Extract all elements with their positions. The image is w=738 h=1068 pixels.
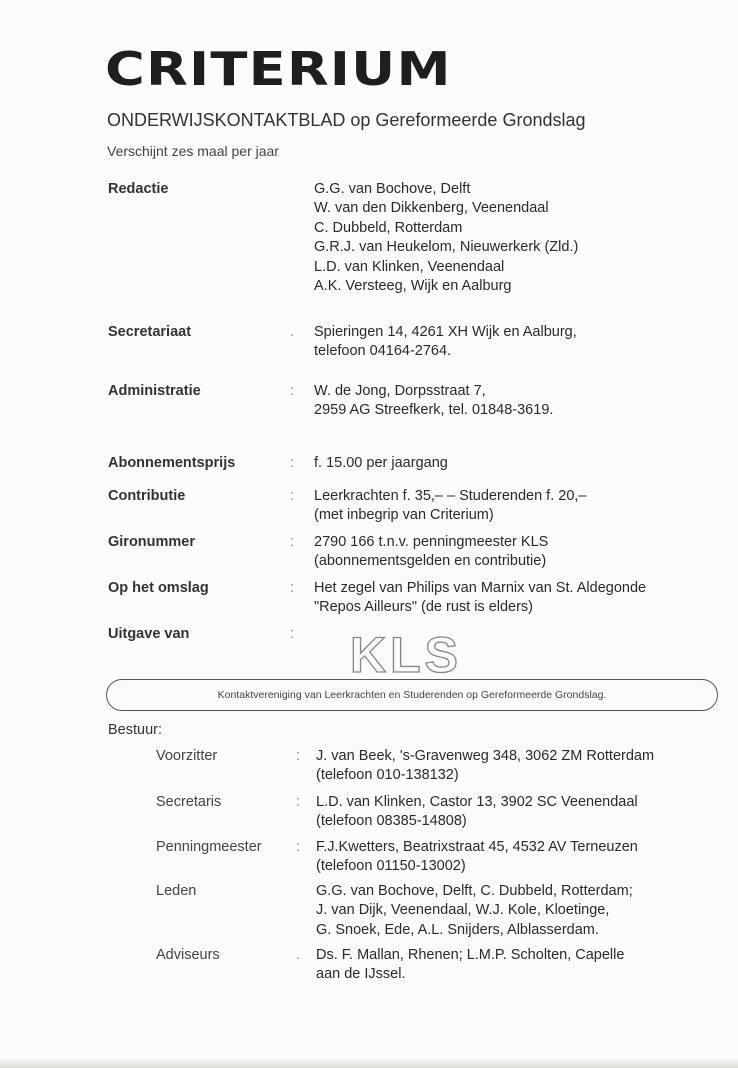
publication-frequency: Verschijnt zes maal per jaar (107, 143, 279, 159)
separator: : (290, 455, 295, 471)
separator: . (290, 324, 295, 340)
gironummer-value (314, 533, 728, 572)
address-line: L.D. van Klinken, Castor 13, 3902 SC Veenendaal (316, 794, 638, 810)
voorzitter-label: Voorzitter (156, 748, 218, 764)
redactie-member: G.R.J. van Heukelom, Nieuwerkerk (Zld.) (314, 239, 579, 256)
separator: . (296, 947, 301, 963)
separator: : (296, 794, 301, 810)
redactie-member: C. Dubbeld, Rotterdam (314, 219, 463, 236)
subtitle: ONDERWIJSKONTAKTBLAD op Gereformeerde Grondslag (107, 110, 586, 130)
omslag-line: "Repos Ailleurs" (de rust is elders) (314, 599, 534, 616)
omslag-value (314, 579, 728, 618)
phone-line: (telefoon 01150-13002) (316, 858, 466, 875)
separator: : (290, 534, 295, 550)
kls-logo-text: KLS (350, 628, 462, 680)
redactie-member: G.G. van Bochove, Delft (314, 181, 471, 197)
bestuur-heading: Bestuur: (108, 722, 162, 738)
secretaris-value (316, 793, 726, 832)
scan-edge (0, 1058, 738, 1068)
adviseur-line: Ds. F. Mallan, Rhenen; L.M.P. Scholten, Capelle (316, 947, 625, 963)
member-line: G.G. van Bochove, Delft, C. Dubbeld, Rotterdam; (316, 883, 633, 899)
address-line: 2959 AG Streefkerk, tel. 01848-3619. (314, 402, 554, 419)
administratie-address (314, 382, 728, 421)
contributie-value (314, 487, 728, 526)
gironummer-label: Gironummer (108, 534, 196, 550)
address-line: J. van Beek, 's-Gravenweg 348, 3062 ZM Rotterdam (316, 748, 655, 764)
redactie-members (314, 180, 728, 296)
giro-line: (abonnementsgelden en contributie) (314, 553, 547, 570)
adviseur-line: aan de IJssel. (316, 966, 406, 983)
phone-line: telefoon 04164-2764. (314, 343, 452, 360)
separator: : (290, 488, 295, 504)
phone-line: (telefoon 08385-14808) (316, 813, 467, 830)
separator: : (296, 839, 301, 855)
member-line: G. Snoek, Ede, A.L. Snijders, Alblasserdam. (316, 921, 599, 938)
separator: : (290, 383, 295, 399)
contributie-line: (met inbegrip van Criterium) (314, 507, 494, 524)
leden-value (316, 882, 726, 940)
contributie-label: Contributie (108, 488, 186, 504)
masthead-title: CRITERIUM (105, 42, 452, 96)
uitgave-label: Uitgave van (108, 626, 190, 642)
organization-name: Kontaktvereniging van Leerkrachten en Studerenden op Gereformeerde Grondslag. (217, 689, 607, 701)
contributie-line: Leerkrachten f. 35,– – Studerenden f. 20,– (314, 488, 587, 504)
administratie-label: Administratie (108, 383, 201, 399)
penningmeester-value (316, 838, 726, 877)
redactie-member: A.K. Versteeg, Wijk en Aalburg (314, 278, 512, 295)
redactie-member: L.D. van Klinken, Veenendaal (314, 258, 505, 275)
member-line: J. van Dijk, Veenendaal, W.J. Kole, Kloetinge, (316, 902, 610, 919)
organization-banner (106, 679, 718, 711)
secretaris-label: Secretaris (156, 794, 222, 810)
address-line: Spieringen 14, 4261 XH Wijk en Aalburg, (314, 324, 577, 340)
address-line: W. de Jong, Dorpsstraat 7, (314, 383, 486, 399)
secretariaat-address (314, 323, 728, 362)
kls-logo (348, 628, 478, 680)
price-line: f. 15.00 per jaargang (314, 455, 448, 471)
separator: : (290, 626, 295, 642)
voorzitter-value (316, 747, 726, 786)
separator: : (296, 748, 301, 764)
address-line: F.J.Kwetters, Beatrixstraat 45, 4532 AV Terneuzen (316, 839, 638, 855)
redactie-member: W. van den Dikkenberg, Veenendaal (314, 200, 549, 217)
abonnementsprijs-value (314, 454, 728, 473)
adviseurs-value (316, 946, 726, 985)
giro-line: 2790 166 t.n.v. penningmeester KLS (314, 534, 549, 550)
redactie-label: Redactie (108, 181, 169, 197)
omslag-line: Het zegel van Philips van Marnix van St. Aldegonde (314, 580, 647, 596)
penningmeester-label: Penningmeester (156, 839, 262, 855)
separator: : (290, 580, 295, 596)
adviseurs-label: Adviseurs (156, 947, 220, 963)
leden-label: Leden (156, 883, 197, 899)
abonnementsprijs-label: Abonnementsprijs (108, 455, 236, 471)
phone-line: (telefoon 010-138132) (316, 767, 459, 784)
omslag-label: Op het omslag (108, 580, 209, 596)
secretariaat-label: Secretariaat (108, 324, 192, 340)
